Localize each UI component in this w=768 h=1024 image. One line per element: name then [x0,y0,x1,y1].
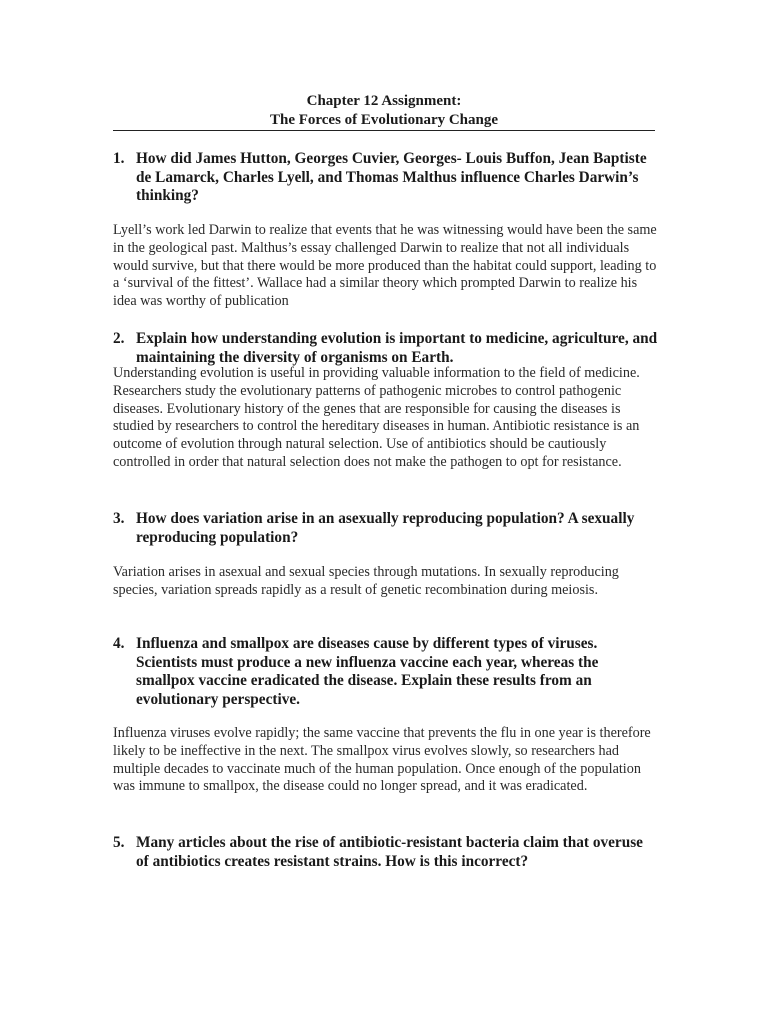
answer-1 [113,222,663,311]
answer-text: Lyell’s work led Darwin to realize that events that he was witnessing would have been the same in the geological past. Malthus’s essay challenged Darwin to realize that not all individuals would survive, but that there would be more produced than the habitat could support, leading to a ‘survival of the fittest’. Wallace had a similar theory which prompted Darwin to realize his idea was worthy of publication [113,222,657,310]
answer-text: Understanding evolution is useful in providing valuable information to the field of medicine. Researchers study the evolutionary patterns of pathogenic microbes to control pathogenic diseases. Evolutionary history of the genes that are responsible for causing the diseases is studied by researchers to control the hereditary diseases in human. Antibiotic resistance is an outcome of evolution through natural selection. Use of antibiotics should be cautiously controlled in order that natural selection does not make the pathogen to opt for resistance. [113,365,640,470]
answer-text: Influenza viruses evolve rapidly; the same vaccine that prevents the flu in one year is therefore likely to be ineffective in the next. The smallpox virus evolves slowly, so researchers had multiple decades to vaccinate much of the human population. Once enough of the population was immune to smallpox, the disease could no longer spread, and it was eradicated. [113,725,651,795]
header-line-1: Chapter 12 Assignment: [306,93,462,109]
document-header [113,92,655,130]
question-3 [113,510,658,547]
question-number: 1. [113,150,125,167]
answer-4 [113,725,663,796]
answer-text: Variation arises in asexual and sexual species through mutations. In sexually reproducing species, variation spreads rapidly as a result of genetic recombination during meiosis. [113,564,619,598]
question-1 [113,150,658,206]
answer-2 [113,365,663,472]
question-number: 2. [113,330,125,347]
header-divider [113,130,655,131]
question-text: How did James Hutton, Georges Cuvier, Georges- Louis Buffon, Jean Baptiste de Lamarck, Charles Lyell, and Thomas Malthus influence Charles Darwin’s thinking? [136,150,647,204]
question-5 [113,834,658,871]
header-line-2: The Forces of Evolutionary Change [269,112,499,128]
question-number: 3. [113,510,125,527]
question-number: 5. [113,834,125,851]
question-4 [113,635,658,709]
answer-3 [113,564,663,600]
question-2 [113,330,658,367]
question-text: Explain how understanding evolution is important to medicine, agriculture, and maintaining the diversity of organisms on Earth. [136,330,658,366]
question-text: How does variation arise in an asexually reproducing population? A sexually reproducing population? [136,510,635,546]
question-text: Many articles about the rise of antibiotic-resistant bacteria claim that overuse of antibiotics creates resistant strains. How is this incorrect? [136,834,643,870]
question-text: Influenza and smallpox are diseases cause by different types of viruses. Scientists must produce a new influenza vaccine each year, whereas the smallpox vaccine eradicated the disease. Explain these results from an evolutionary perspective. [136,635,599,708]
question-number: 4. [113,635,125,652]
